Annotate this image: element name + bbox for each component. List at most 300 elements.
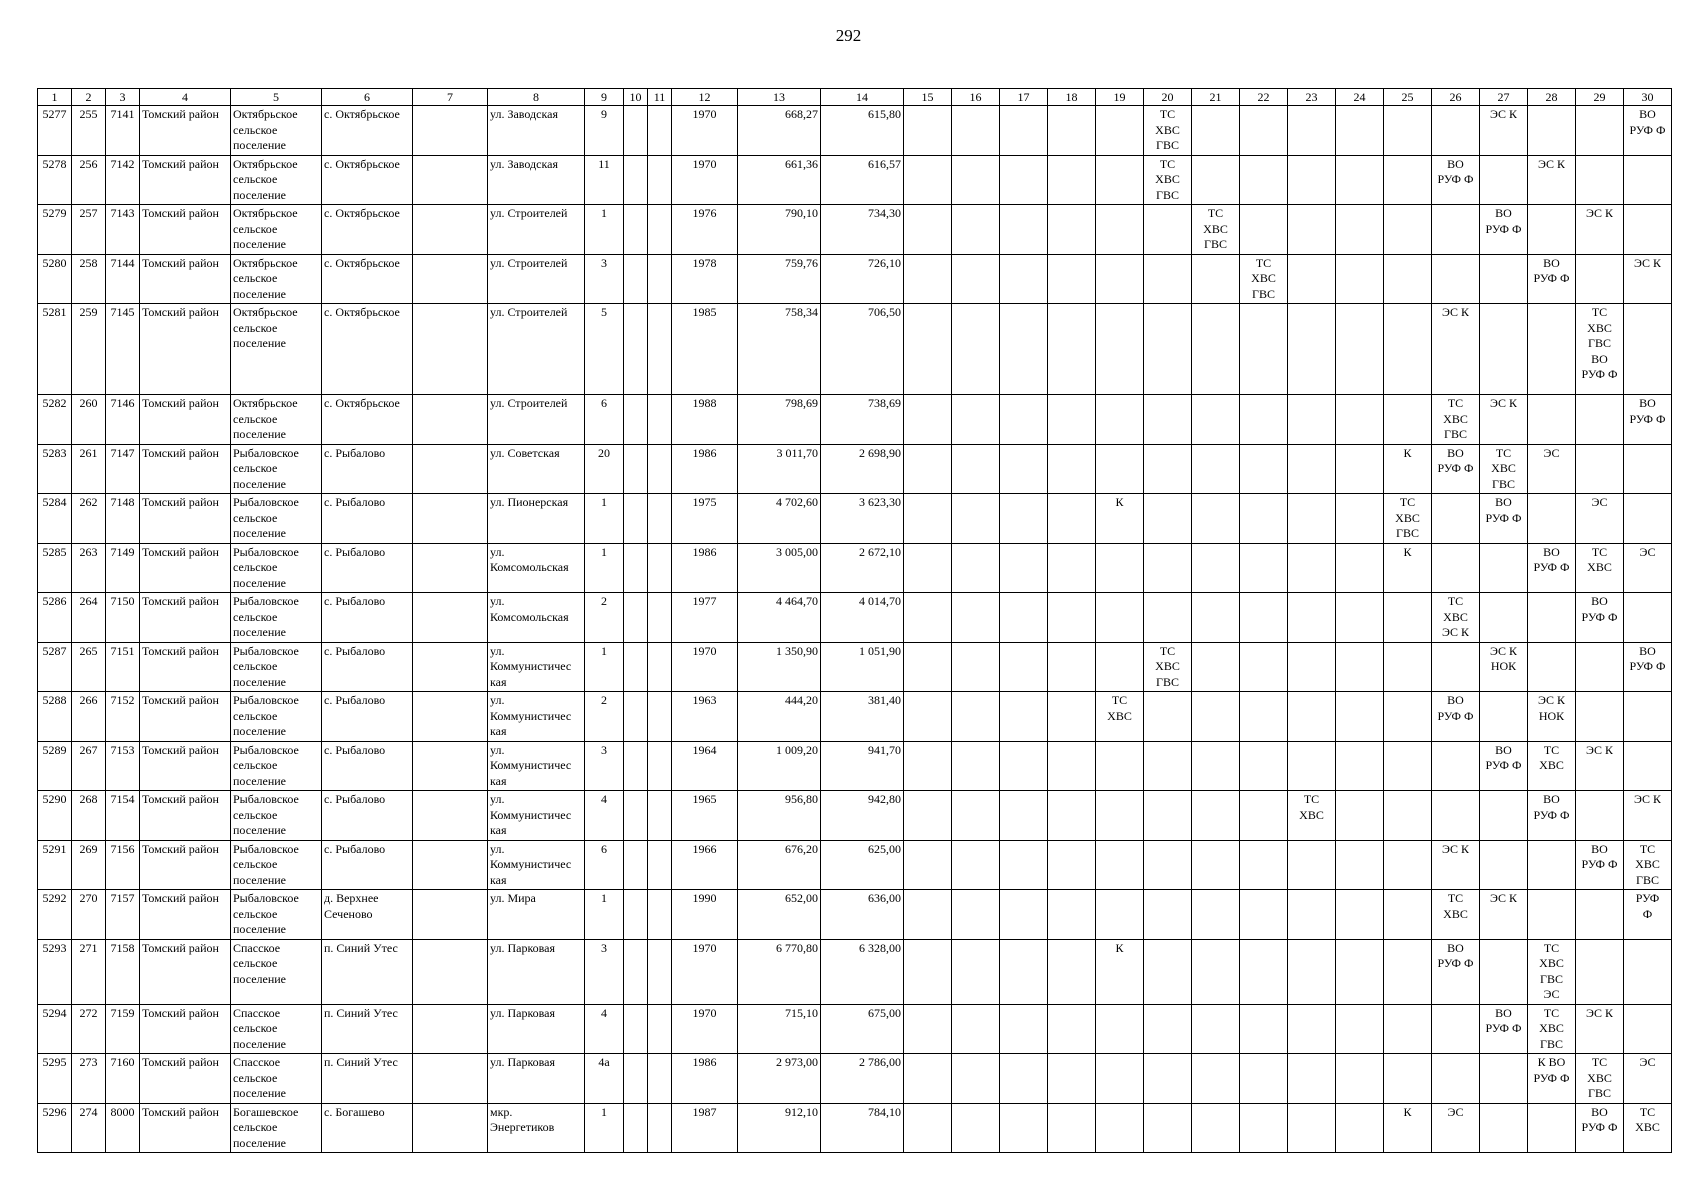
- cell-col-15: [904, 741, 952, 791]
- cell-col-30: ЭС К: [1624, 791, 1672, 841]
- column-header-9: 9: [585, 89, 624, 106]
- cell-col-29: [1576, 642, 1624, 692]
- cell-col-17: [1000, 494, 1048, 544]
- cell-col-16: [952, 791, 1000, 841]
- cell-col-23: [1288, 1004, 1336, 1054]
- cell-col-19: [1096, 395, 1144, 445]
- cell-col-23: [1288, 444, 1336, 494]
- cell-col-6: с. Рыбалово: [322, 494, 413, 544]
- cell-col-11: [648, 304, 672, 395]
- table-row: [38, 444, 1672, 494]
- cell-col-28: [1528, 304, 1576, 395]
- cell-col-28: [1528, 890, 1576, 940]
- cell-col-23: [1288, 692, 1336, 742]
- cell-col-28: [1528, 106, 1576, 156]
- cell-col-7: [413, 395, 488, 445]
- cell-col-1: 5288: [38, 692, 72, 742]
- cell-col-19: [1096, 543, 1144, 593]
- cell-col-14: 942,80: [821, 791, 904, 841]
- cell-col-13: 661,36: [738, 155, 821, 205]
- cell-col-24: [1336, 254, 1384, 304]
- cell-col-6: с. Октябрьское: [322, 254, 413, 304]
- cell-col-19: [1096, 890, 1144, 940]
- cell-col-10: [624, 692, 648, 742]
- cell-col-7: [413, 890, 488, 940]
- cell-col-14: 2 698,90: [821, 444, 904, 494]
- cell-col-20: [1144, 1004, 1192, 1054]
- cell-col-13: 4 464,70: [738, 593, 821, 643]
- cell-col-23: [1288, 890, 1336, 940]
- cell-col-19: [1096, 155, 1144, 205]
- table-row: [38, 395, 1672, 445]
- cell-col-27: ЭС К: [1480, 395, 1528, 445]
- column-header-20: 20: [1144, 89, 1192, 106]
- cell-col-13: 1 350,90: [738, 642, 821, 692]
- cell-col-21: [1192, 642, 1240, 692]
- cell-col-17: [1000, 642, 1048, 692]
- cell-col-25: [1384, 254, 1432, 304]
- cell-col-17: [1000, 155, 1048, 205]
- cell-col-16: [952, 444, 1000, 494]
- cell-col-30: РУФ Ф: [1624, 890, 1672, 940]
- cell-col-19: К: [1096, 494, 1144, 544]
- cell-col-21: [1192, 939, 1240, 1004]
- cell-col-30: [1624, 444, 1672, 494]
- cell-col-4: Томский район: [140, 106, 231, 156]
- column-header-12: 12: [672, 89, 738, 106]
- cell-col-9: 4: [585, 1004, 624, 1054]
- cell-col-26: [1432, 1054, 1480, 1104]
- cell-col-16: [952, 939, 1000, 1004]
- cell-col-23: [1288, 494, 1336, 544]
- table-row: [38, 692, 1672, 742]
- cell-col-3: 7159: [106, 1004, 140, 1054]
- cell-col-30: [1624, 205, 1672, 255]
- cell-col-13: 444,20: [738, 692, 821, 742]
- cell-col-3: 7153: [106, 741, 140, 791]
- cell-col-26: [1432, 1004, 1480, 1054]
- cell-col-22: [1240, 444, 1288, 494]
- table-row: [38, 1004, 1672, 1054]
- cell-col-18: [1048, 642, 1096, 692]
- cell-col-22: [1240, 741, 1288, 791]
- cell-col-7: [413, 1103, 488, 1153]
- cell-col-27: [1480, 254, 1528, 304]
- cell-col-14: 1 051,90: [821, 642, 904, 692]
- cell-col-8: ул. Парковая: [488, 939, 585, 1004]
- cell-col-26: ЭС К: [1432, 840, 1480, 890]
- cell-col-23: [1288, 254, 1336, 304]
- cell-col-15: [904, 890, 952, 940]
- cell-col-10: [624, 395, 648, 445]
- cell-col-15: [904, 1004, 952, 1054]
- cell-col-22: ТС ХВС ГВС: [1240, 254, 1288, 304]
- cell-col-18: [1048, 1054, 1096, 1104]
- cell-col-5: Рыбаловское сельское поселение: [231, 791, 322, 841]
- cell-col-8: ул. Строителей: [488, 395, 585, 445]
- cell-col-4: Томский район: [140, 1054, 231, 1104]
- cell-col-13: 668,27: [738, 106, 821, 156]
- cell-col-15: [904, 593, 952, 643]
- cell-col-6: п. Синий Утес: [322, 1004, 413, 1054]
- cell-col-13: 2 973,00: [738, 1054, 821, 1104]
- cell-col-1: 5291: [38, 840, 72, 890]
- cell-col-23: [1288, 395, 1336, 445]
- cell-col-20: [1144, 304, 1192, 395]
- cell-col-21: [1192, 106, 1240, 156]
- cell-col-28: [1528, 593, 1576, 643]
- table-row: [38, 840, 1672, 890]
- cell-col-6: с. Октябрьское: [322, 155, 413, 205]
- cell-col-1: 5279: [38, 205, 72, 255]
- cell-col-17: [1000, 106, 1048, 156]
- cell-col-9: 1: [585, 1103, 624, 1153]
- cell-col-27: ЭС К: [1480, 890, 1528, 940]
- cell-col-9: 3: [585, 939, 624, 1004]
- cell-col-21: [1192, 1004, 1240, 1054]
- cell-col-19: [1096, 254, 1144, 304]
- cell-col-18: [1048, 1004, 1096, 1054]
- cell-col-29: ТС ХВС: [1576, 543, 1624, 593]
- cell-col-3: 7145: [106, 304, 140, 395]
- cell-col-23: [1288, 1054, 1336, 1104]
- cell-col-7: [413, 1054, 488, 1104]
- cell-col-26: ВО РУФ Ф: [1432, 939, 1480, 1004]
- cell-col-27: ЭС К НОК: [1480, 642, 1528, 692]
- cell-col-5: Спасское сельское поселение: [231, 1054, 322, 1104]
- cell-col-29: ВО РУФ Ф: [1576, 1103, 1624, 1153]
- cell-col-18: [1048, 205, 1096, 255]
- cell-col-6: с. Рыбалово: [322, 444, 413, 494]
- cell-col-10: [624, 444, 648, 494]
- cell-col-17: [1000, 692, 1048, 742]
- cell-col-24: [1336, 741, 1384, 791]
- cell-col-20: [1144, 254, 1192, 304]
- cell-col-1: 5292: [38, 890, 72, 940]
- cell-col-2: 270: [72, 890, 106, 940]
- cell-col-8: ул. Заводская: [488, 155, 585, 205]
- column-header-5: 5: [231, 89, 322, 106]
- cell-col-23: [1288, 840, 1336, 890]
- cell-col-25: [1384, 1004, 1432, 1054]
- cell-col-24: [1336, 543, 1384, 593]
- cell-col-28: ТС ХВС ГВС: [1528, 1004, 1576, 1054]
- cell-col-8: ул. Коммунистичес кая: [488, 741, 585, 791]
- cell-col-6: с. Рыбалово: [322, 642, 413, 692]
- cell-col-4: Томский район: [140, 205, 231, 255]
- table-row: [38, 890, 1672, 940]
- column-header-26: 26: [1432, 89, 1480, 106]
- cell-col-4: Томский район: [140, 692, 231, 742]
- cell-col-2: 266: [72, 692, 106, 742]
- cell-col-2: 264: [72, 593, 106, 643]
- cell-col-17: [1000, 939, 1048, 1004]
- cell-col-20: ТС ХВС ГВС: [1144, 642, 1192, 692]
- cell-col-27: ВО РУФ Ф: [1480, 1004, 1528, 1054]
- table-row: [38, 543, 1672, 593]
- cell-col-24: [1336, 205, 1384, 255]
- cell-col-12: 1978: [672, 254, 738, 304]
- cell-col-14: 3 623,30: [821, 494, 904, 544]
- cell-col-11: [648, 840, 672, 890]
- cell-col-25: [1384, 106, 1432, 156]
- cell-col-10: [624, 741, 648, 791]
- cell-col-16: [952, 890, 1000, 940]
- cell-col-2: 268: [72, 791, 106, 841]
- cell-col-4: Томский район: [140, 939, 231, 1004]
- cell-col-20: [1144, 444, 1192, 494]
- cell-col-14: 2 672,10: [821, 543, 904, 593]
- cell-col-3: 7157: [106, 890, 140, 940]
- cell-col-18: [1048, 791, 1096, 841]
- cell-col-30: ЭС: [1624, 543, 1672, 593]
- cell-col-15: [904, 1103, 952, 1153]
- cell-col-30: ЭС К: [1624, 254, 1672, 304]
- cell-col-16: [952, 642, 1000, 692]
- cell-col-24: [1336, 1054, 1384, 1104]
- cell-col-27: [1480, 593, 1528, 643]
- cell-col-21: [1192, 840, 1240, 890]
- cell-col-16: [952, 543, 1000, 593]
- cell-col-11: [648, 692, 672, 742]
- cell-col-15: [904, 543, 952, 593]
- cell-col-30: [1624, 155, 1672, 205]
- cell-col-5: Спасское сельское поселение: [231, 1004, 322, 1054]
- cell-col-18: [1048, 543, 1096, 593]
- cell-col-27: [1480, 543, 1528, 593]
- cell-col-13: 652,00: [738, 890, 821, 940]
- cell-col-20: [1144, 494, 1192, 544]
- cell-col-4: Томский район: [140, 254, 231, 304]
- cell-col-30: [1624, 1004, 1672, 1054]
- column-header-25: 25: [1384, 89, 1432, 106]
- cell-col-28: [1528, 642, 1576, 692]
- cell-col-28: [1528, 494, 1576, 544]
- cell-col-22: [1240, 1103, 1288, 1153]
- cell-col-5: Рыбаловское сельское поселение: [231, 593, 322, 643]
- cell-col-25: [1384, 939, 1432, 1004]
- cell-col-29: [1576, 890, 1624, 940]
- cell-col-24: [1336, 890, 1384, 940]
- cell-col-19: [1096, 1103, 1144, 1153]
- cell-col-6: п. Синий Утес: [322, 939, 413, 1004]
- column-header-2: 2: [72, 89, 106, 106]
- cell-col-3: 7146: [106, 395, 140, 445]
- cell-col-23: [1288, 155, 1336, 205]
- cell-col-26: [1432, 254, 1480, 304]
- cell-col-12: 1975: [672, 494, 738, 544]
- cell-col-8: ул. Пионерская: [488, 494, 585, 544]
- cell-col-16: [952, 1054, 1000, 1104]
- cell-col-29: ЭС К: [1576, 1004, 1624, 1054]
- cell-col-1: 5290: [38, 791, 72, 841]
- cell-col-28: ЭС К: [1528, 155, 1576, 205]
- cell-col-6: с. Богашево: [322, 1103, 413, 1153]
- cell-col-12: 1986: [672, 543, 738, 593]
- cell-col-9: 2: [585, 692, 624, 742]
- table-row: [38, 304, 1672, 395]
- column-header-17: 17: [1000, 89, 1048, 106]
- cell-col-9: 1: [585, 890, 624, 940]
- cell-col-2: 273: [72, 1054, 106, 1104]
- cell-col-15: [904, 254, 952, 304]
- cell-col-1: 5293: [38, 939, 72, 1004]
- cell-col-1: 5289: [38, 741, 72, 791]
- cell-col-17: [1000, 1103, 1048, 1153]
- cell-col-20: [1144, 205, 1192, 255]
- cell-col-28: [1528, 1103, 1576, 1153]
- cell-col-30: ВО РУФ Ф: [1624, 395, 1672, 445]
- cell-col-8: ул. Строителей: [488, 304, 585, 395]
- table-row: [38, 494, 1672, 544]
- cell-col-6: с. Октябрьское: [322, 395, 413, 445]
- cell-col-22: [1240, 205, 1288, 255]
- cell-col-1: 5286: [38, 593, 72, 643]
- cell-col-5: Октябрьское сельское поселение: [231, 395, 322, 445]
- cell-col-13: 790,10: [738, 205, 821, 255]
- cell-col-26: ЭС К: [1432, 304, 1480, 395]
- cell-col-27: [1480, 155, 1528, 205]
- column-header-13: 13: [738, 89, 821, 106]
- table-row: [38, 205, 1672, 255]
- cell-col-30: ВО РУФ Ф: [1624, 642, 1672, 692]
- table-body: [38, 106, 1672, 1153]
- cell-col-3: 7151: [106, 642, 140, 692]
- cell-col-7: [413, 939, 488, 1004]
- cell-col-21: [1192, 395, 1240, 445]
- cell-col-24: [1336, 791, 1384, 841]
- cell-col-14: 738,69: [821, 395, 904, 445]
- cell-col-26: [1432, 642, 1480, 692]
- cell-col-13: 1 009,20: [738, 741, 821, 791]
- cell-col-26: ЭС: [1432, 1103, 1480, 1153]
- cell-col-2: 267: [72, 741, 106, 791]
- column-header-22: 22: [1240, 89, 1288, 106]
- cell-col-10: [624, 840, 648, 890]
- cell-col-24: [1336, 840, 1384, 890]
- cell-col-25: К: [1384, 543, 1432, 593]
- cell-col-1: 5277: [38, 106, 72, 156]
- cell-col-23: [1288, 205, 1336, 255]
- cell-col-8: ул. Коммунистичес кая: [488, 791, 585, 841]
- cell-col-13: 759,76: [738, 254, 821, 304]
- cell-col-11: [648, 254, 672, 304]
- cell-col-9: 9: [585, 106, 624, 156]
- cell-col-30: ВО РУФ Ф: [1624, 106, 1672, 156]
- cell-col-22: [1240, 890, 1288, 940]
- cell-col-6: с. Рыбалово: [322, 593, 413, 643]
- cell-col-11: [648, 642, 672, 692]
- cell-col-28: ВО РУФ Ф: [1528, 254, 1576, 304]
- cell-col-5: Рыбаловское сельское поселение: [231, 494, 322, 544]
- cell-col-8: ул. Строителей: [488, 205, 585, 255]
- cell-col-25: [1384, 155, 1432, 205]
- cell-col-23: [1288, 593, 1336, 643]
- cell-col-20: [1144, 1103, 1192, 1153]
- cell-col-24: [1336, 692, 1384, 742]
- cell-col-16: [952, 840, 1000, 890]
- cell-col-30: ТС ХВС: [1624, 1103, 1672, 1153]
- cell-col-25: [1384, 741, 1432, 791]
- cell-col-4: Томский район: [140, 304, 231, 395]
- cell-col-19: [1096, 840, 1144, 890]
- cell-col-29: [1576, 939, 1624, 1004]
- cell-col-8: ул. Коммунистичес кая: [488, 840, 585, 890]
- cell-col-15: [904, 692, 952, 742]
- column-header-19: 19: [1096, 89, 1144, 106]
- cell-col-14: 6 328,00: [821, 939, 904, 1004]
- cell-col-24: [1336, 155, 1384, 205]
- cell-col-10: [624, 1054, 648, 1104]
- cell-col-15: [904, 304, 952, 395]
- cell-col-11: [648, 205, 672, 255]
- cell-col-12: 1970: [672, 1004, 738, 1054]
- cell-col-14: 706,50: [821, 304, 904, 395]
- cell-col-19: [1096, 642, 1144, 692]
- cell-col-4: Томский район: [140, 543, 231, 593]
- cell-col-13: 798,69: [738, 395, 821, 445]
- cell-col-14: 615,80: [821, 106, 904, 156]
- cell-col-16: [952, 304, 1000, 395]
- cell-col-1: 5281: [38, 304, 72, 395]
- table-row: [38, 939, 1672, 1004]
- column-header-16: 16: [952, 89, 1000, 106]
- cell-col-18: [1048, 741, 1096, 791]
- cell-col-25: [1384, 205, 1432, 255]
- cell-col-10: [624, 494, 648, 544]
- cell-col-1: 5296: [38, 1103, 72, 1153]
- cell-col-16: [952, 1103, 1000, 1153]
- cell-col-28: ВО РУФ Ф: [1528, 791, 1576, 841]
- cell-col-17: [1000, 593, 1048, 643]
- cell-col-28: [1528, 840, 1576, 890]
- cell-col-23: [1288, 642, 1336, 692]
- cell-col-11: [648, 890, 672, 940]
- cell-col-20: [1144, 741, 1192, 791]
- cell-col-15: [904, 840, 952, 890]
- cell-col-15: [904, 444, 952, 494]
- cell-col-25: [1384, 395, 1432, 445]
- cell-col-2: 263: [72, 543, 106, 593]
- cell-col-2: 269: [72, 840, 106, 890]
- cell-col-17: [1000, 890, 1048, 940]
- cell-col-20: ТС ХВС ГВС: [1144, 155, 1192, 205]
- cell-col-10: [624, 890, 648, 940]
- cell-col-12: 1970: [672, 106, 738, 156]
- column-header-28: 28: [1528, 89, 1576, 106]
- cell-col-13: 956,80: [738, 791, 821, 841]
- cell-col-12: 1963: [672, 692, 738, 742]
- table-row: [38, 642, 1672, 692]
- cell-col-5: Октябрьское сельское поселение: [231, 304, 322, 395]
- cell-col-6: с. Рыбалово: [322, 741, 413, 791]
- cell-col-30: [1624, 494, 1672, 544]
- cell-col-30: [1624, 593, 1672, 643]
- cell-col-2: 258: [72, 254, 106, 304]
- cell-col-4: Томский район: [140, 593, 231, 643]
- cell-col-11: [648, 494, 672, 544]
- cell-col-22: [1240, 106, 1288, 156]
- cell-col-7: [413, 791, 488, 841]
- cell-col-25: [1384, 692, 1432, 742]
- cell-col-14: 726,10: [821, 254, 904, 304]
- cell-col-29: [1576, 106, 1624, 156]
- table-row: [38, 1103, 1672, 1153]
- cell-col-6: с. Октябрьское: [322, 205, 413, 255]
- cell-col-23: [1288, 741, 1336, 791]
- cell-col-2: 259: [72, 304, 106, 395]
- cell-col-5: Рыбаловское сельское поселение: [231, 890, 322, 940]
